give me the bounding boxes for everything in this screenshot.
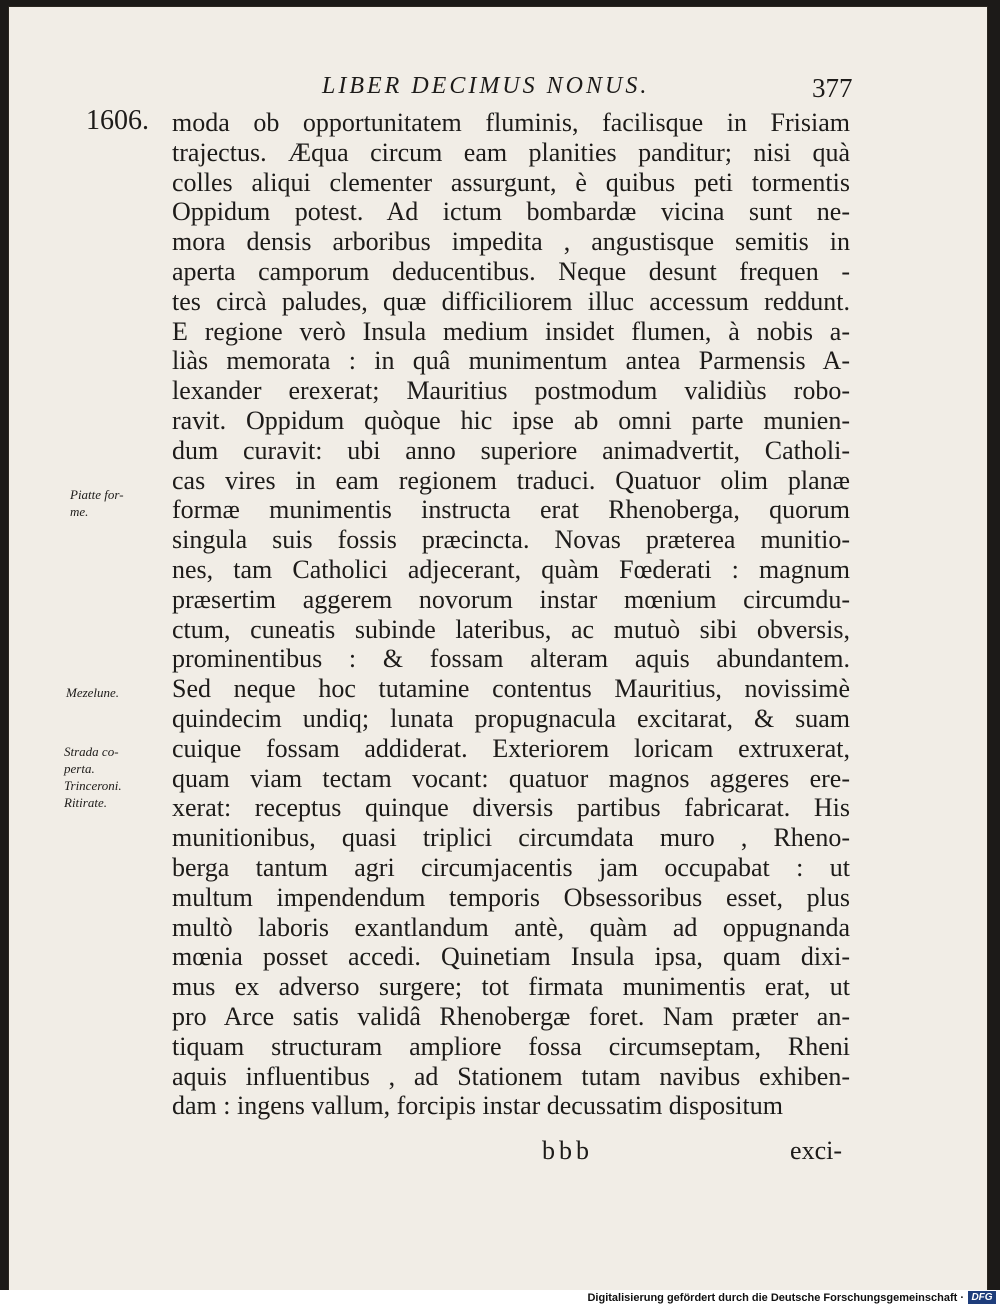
- text-line: quindecim undiq; lunata propugnacula excitarat, & suam: [172, 703, 850, 733]
- margin-note-strada-coperta: [64, 743, 122, 811]
- text-line: dam : ingens vallum, forcipis instar decussatim dispositum: [172, 1091, 783, 1121]
- text-line: præsertim aggerem novorum instar mœnium circumdu-: [172, 584, 850, 614]
- text-line: multum impendendum temporis Obsessoribus esset, plus: [172, 882, 850, 912]
- text-line: dum curavit: ubi anno superiore animadvertit, Catholi-: [172, 435, 850, 465]
- margin-note-line: Mezelune.: [66, 685, 120, 700]
- running-head: LIBER DECIMUS NONUS.: [322, 73, 650, 99]
- text-line: pro Arce satis validâ Rhenobergæ foret. Nam præter an-: [172, 1001, 850, 1031]
- margin-note-line: me.: [70, 504, 89, 519]
- text-line: prominentibus : & fossam alteram aquis abundantem.: [172, 644, 850, 674]
- text-line: lexander erexerat; Mauritius postmodum validiùs robo-: [172, 376, 850, 406]
- text-line: ctum, cuneatis subinde lateribus, ac mutuò sibi obversis,: [172, 614, 850, 644]
- text-line: cas vires in eam regionem traduci. Quatuor olim planæ: [172, 465, 850, 495]
- footer-credit: Digitalisierung gefördert durch die Deutsche Forschungsgemeinschaft ·: [587, 1292, 964, 1304]
- text-line: singula suis fossis præcincta. Novas præterea munitio-: [172, 525, 850, 555]
- text-line: ravit. Oppidum quòque hic ipse ab omni parte munien-: [172, 405, 850, 435]
- text-line: xerat: receptus quinque diversis partibus fabricarat. His: [172, 793, 850, 823]
- margin-note-line: Strada co-: [64, 744, 119, 759]
- text-line: quam viam tectam vocant: quatuor magnos aggeres ere-: [172, 763, 850, 793]
- catchword-row: [172, 1136, 850, 1168]
- text-line: mœnia posset accedi. Quinetiam Insula ipsa, quam dixi-: [172, 942, 850, 972]
- text-line: E regione verò Insula medium insidet flumen, à nobis a-: [172, 316, 850, 346]
- text-line: tes circà paludes, quæ difficiliorem illuc accessum reddunt.: [172, 286, 850, 316]
- margin-note-line: Trinceroni.: [64, 778, 122, 793]
- text-line: moda ob opportunitatem fluminis, facilisque in Frisiam: [172, 108, 850, 137]
- text-line: trajectus. Æqua circum eam planities panditur; nisi quà: [172, 137, 850, 167]
- text-line: cuique fossam addiderat. Exteriorem loricam extruxerat,: [172, 733, 850, 763]
- signature-mark: bbb: [542, 1136, 593, 1165]
- text-line: mora densis arboribus impedita , angustisque semitis in: [172, 227, 850, 257]
- margin-year: 1606.: [86, 105, 149, 136]
- dfg-logo: DFG: [968, 1291, 996, 1304]
- margin-note-line: Piatte for-: [70, 487, 124, 502]
- text-line: liàs memorata : in quâ munimentum antea Parmensis A-: [172, 346, 850, 376]
- catchword: exci-: [790, 1136, 842, 1165]
- text-line: nes, tam Catholici adjecerant, quàm Fœderati : magnum: [172, 554, 850, 584]
- margin-note-line: Ritirate.: [64, 795, 107, 810]
- text-line: tiquam structuram ampliore fossa circumseptam, Rheni: [172, 1031, 850, 1061]
- text-line: berga tantum agri circumjacentis jam occupabat : ut: [172, 852, 850, 882]
- text-line: munitionibus, quasi triplici circumdata muro , Rheno-: [172, 823, 850, 853]
- text-line: Oppidum potest. Ad ictum bombardæ vicina sunt ne-: [172, 197, 850, 227]
- page-number: 377: [812, 73, 853, 103]
- body-text: [172, 108, 850, 1121]
- margin-note-line: perta.: [64, 761, 95, 776]
- margin-note-piatte-forme: [70, 486, 124, 520]
- text-line: aperta camporum deducentibus. Neque desunt frequen -: [172, 256, 850, 286]
- text-line: mus ex adverso surgere; tot firmata munimentis erat, ut: [172, 972, 850, 1002]
- text-line: Sed neque hoc tutamine contentus Mauritius, novissimè: [172, 674, 850, 704]
- text-line: aquis influentibus , ad Stationem tutam navibus exhiben-: [172, 1061, 850, 1091]
- text-line: multò laboris exantlandum antè, quàm ad oppugnanda: [172, 912, 850, 942]
- text-line: colles aliqui clementer assurgunt, è quibus peti tormentis: [172, 167, 850, 197]
- margin-note-mezelune: [66, 684, 119, 701]
- text-line: formæ munimentis instructa erat Rhenoberga, quorum: [172, 495, 850, 525]
